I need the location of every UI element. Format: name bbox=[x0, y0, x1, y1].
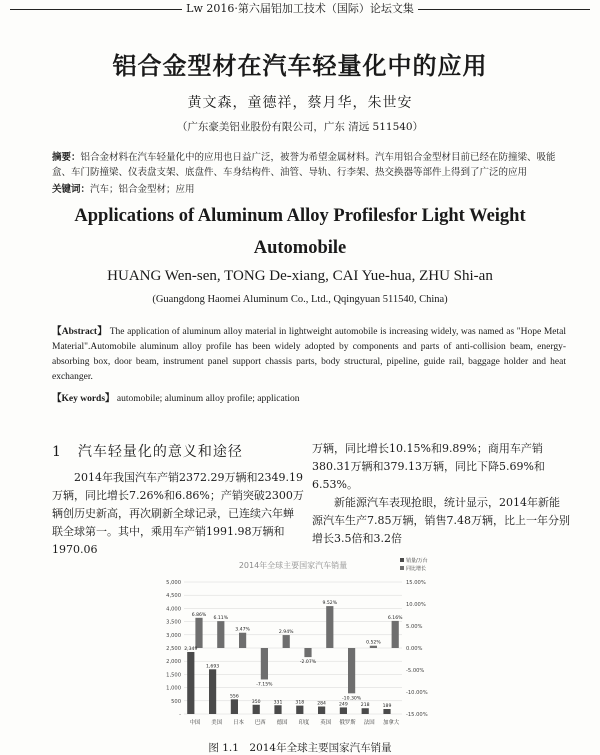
growth-bar bbox=[283, 635, 290, 648]
volume-data-label: 2,349 bbox=[184, 646, 198, 652]
growth-data-label: 0.52% bbox=[366, 640, 381, 646]
category-label: 巴西 bbox=[254, 720, 266, 726]
y-left-tick: 1,000 bbox=[166, 685, 181, 692]
english-abstract bbox=[52, 325, 566, 385]
growth-data-label: 6.86% bbox=[191, 612, 207, 618]
growth-bar bbox=[217, 621, 224, 648]
category-label: 德国 bbox=[276, 720, 288, 726]
y-right-tick: 10.00% bbox=[406, 602, 426, 608]
y-left-tick: - bbox=[179, 712, 181, 718]
chinese-keywords-label: 关键词： bbox=[52, 184, 91, 195]
y-left-tick: 5,000 bbox=[166, 580, 181, 586]
english-abstract-label: 【Abstract】 bbox=[52, 327, 108, 337]
body-paragraph-left: 2014年我国汽车产销2372.29万辆和2349.19万辆，同比增长7.26%和6.86%；产销突破2300万辆创历史新高，再次刷新全球记录，已连续六年蝉联全球第一。其中，乘用车产销1991.98万辆和1970.06 bbox=[52, 471, 304, 556]
english-abstract-text: The application of aluminum alloy material in lightweight automobile is increasing widely, was named as "Hope Metal Material".Automobile aluminum alloy profile has been widely adopted by components and parts of anti-collision beam, energy-absorbing box, door beam, instrument panel support chassis parts, body structural, pipeline, guide rail, baggage holder and heat exchanger. bbox=[52, 327, 566, 382]
chinese-keywords bbox=[52, 181, 566, 195]
y-right-tick: -5.00% bbox=[406, 668, 425, 674]
growth-data-label: -7.15% bbox=[256, 682, 273, 688]
category-label: 美国 bbox=[211, 720, 223, 726]
growth-bar bbox=[348, 648, 355, 693]
chinese-title: 铝合金型材在汽车轻量化中的应用 bbox=[112, 51, 488, 80]
legend-label: 销量/万台 bbox=[406, 558, 428, 564]
chart-title: 2014年全球主要国家汽车销量 bbox=[238, 561, 348, 570]
figure-caption: 图 1.1 2014年全球主要国家汽车销量 bbox=[208, 742, 392, 754]
chinese-abstract-label: 摘要： bbox=[52, 152, 81, 163]
english-affiliation: (Guangdong Haomei Aluminum Co., Ltd., Qqingyuan 511540, China) bbox=[152, 294, 448, 305]
y-left-tick: 3,000 bbox=[166, 632, 181, 639]
chinese-abstract-text: 铝合金材料在汽车轻量化中的应用也日益广泛，被誉为希望金属材料。汽车用铝合金型材目前已经在防撞梁、吸能盒、车门防撞梁、仪表盘支架、底盘件、车身结构件、油管、导轨、行李架、热交换器等部件上得到了广泛的应用 bbox=[52, 152, 556, 178]
volume-bar bbox=[231, 699, 238, 714]
chinese-keywords-text: 汽车；铝合金型材；应用 bbox=[90, 184, 195, 195]
y-left-tick: 4,000 bbox=[166, 606, 181, 613]
running-header bbox=[0, 0, 600, 16]
growth-bar bbox=[239, 633, 246, 648]
growth-bar bbox=[261, 648, 268, 679]
volume-bar bbox=[209, 669, 216, 714]
volume-bar bbox=[187, 652, 194, 714]
sales-chart-svg bbox=[150, 556, 450, 736]
category-label: 印度 bbox=[298, 720, 310, 726]
volume-data-label: 556 bbox=[230, 694, 239, 700]
growth-data-label: -2.07% bbox=[299, 660, 317, 666]
growth-bar bbox=[326, 606, 333, 648]
english-authors: HUANG Wen-sen, TONG De-xiang, CAI Yue-hua, ZHU Shi-an bbox=[107, 268, 493, 284]
growth-bar bbox=[370, 646, 377, 648]
sales-chart bbox=[150, 556, 450, 736]
growth-data-label: 9.52% bbox=[322, 601, 338, 607]
body-paragraph-right-2: 新能源汽车表现抢眼，统计显示，2014年新能源汽车生产7.85万辆，销售7.48万辆，比上一年分别增长3.5倍和3.2倍 bbox=[312, 496, 570, 545]
growth-bar bbox=[195, 618, 202, 648]
legend-label: 同比增长 bbox=[406, 566, 427, 572]
english-title-line-1: Applications of Aluminum Alloy Profilesfor Light Weight bbox=[74, 206, 526, 226]
chinese-abstract bbox=[52, 150, 566, 180]
volume-data-label: 331 bbox=[273, 700, 283, 706]
growth-data-label: 6.11% bbox=[213, 616, 229, 622]
english-keywords-label: 【Key words】 bbox=[52, 394, 115, 404]
volume-data-label: 284 bbox=[317, 701, 326, 707]
legend-swatch bbox=[400, 566, 404, 570]
growth-data-label: -10.30% bbox=[342, 696, 362, 702]
english-title bbox=[0, 200, 600, 264]
growth-data-label: 2.94% bbox=[278, 630, 294, 636]
volume-data-label: 249 bbox=[339, 702, 348, 708]
y-right-tick: -15.00% bbox=[406, 712, 428, 718]
category-label: 中国 bbox=[189, 720, 201, 726]
growth-data-label: 3.47% bbox=[235, 627, 250, 633]
y-left-tick: 2,000 bbox=[166, 659, 181, 666]
chinese-authors: 黄文森，童德祥，蔡月华，朱世安 bbox=[187, 95, 413, 111]
volume-data-label: 1,693 bbox=[206, 664, 220, 670]
right-column bbox=[312, 440, 570, 548]
section-heading bbox=[52, 443, 304, 461]
volume-data-label: 218 bbox=[360, 703, 370, 709]
y-right-tick: -10.00% bbox=[406, 690, 428, 696]
left-column bbox=[52, 443, 304, 559]
volume-bar bbox=[362, 708, 369, 714]
y-left-tick: 3,500 bbox=[166, 619, 181, 626]
section-title: 汽车轻量化的意义和途径 bbox=[77, 444, 243, 460]
volume-bar bbox=[274, 705, 281, 714]
section-number: 1 bbox=[52, 444, 62, 460]
y-right-tick: 15.00% bbox=[406, 580, 426, 586]
volume-bar bbox=[253, 705, 260, 714]
y-left-tick: 1,500 bbox=[166, 672, 181, 679]
y-right-tick: 5.00% bbox=[406, 624, 423, 630]
category-label: 英国 bbox=[320, 720, 332, 726]
english-keywords-text: automobile; aluminum alloy profile; application bbox=[116, 394, 300, 404]
growth-bar bbox=[304, 648, 311, 657]
legend-swatch bbox=[400, 558, 404, 562]
growth-data-label: 6.16% bbox=[387, 615, 403, 621]
volume-bar bbox=[296, 706, 303, 714]
category-label: 俄罗斯 bbox=[339, 720, 356, 726]
volume-data-label: 189 bbox=[382, 704, 392, 710]
volume-data-label: 350 bbox=[251, 699, 261, 705]
category-label: 日本 bbox=[233, 720, 244, 726]
y-right-tick: 0.00% bbox=[406, 646, 423, 652]
volume-bar bbox=[383, 709, 390, 714]
growth-bar bbox=[392, 621, 399, 648]
english-title-line-2: Automobile bbox=[253, 238, 347, 258]
chinese-affiliation: （广东豪美铝业股份有限公司，广东 清远 511540） bbox=[176, 121, 424, 133]
volume-bar bbox=[340, 707, 347, 714]
running-header-text: Lw 2016·第六届铝加工技术（国际）论坛文集 bbox=[182, 2, 418, 15]
volume-bar bbox=[318, 707, 325, 714]
y-left-tick: 4,500 bbox=[166, 593, 181, 600]
category-label: 加拿大 bbox=[383, 720, 400, 726]
body-paragraph-right-1: 万辆，同比增长10.15%和9.89%；商用车产销380.31万辆和379.13万辆，同比下降5.69%和6.53%。 bbox=[312, 442, 545, 491]
y-left-tick: 500 bbox=[171, 698, 181, 705]
volume-data-label: 318 bbox=[295, 700, 305, 706]
y-left-tick: 2,500 bbox=[166, 646, 181, 652]
english-keywords bbox=[52, 390, 566, 404]
category-label: 法国 bbox=[363, 720, 375, 726]
